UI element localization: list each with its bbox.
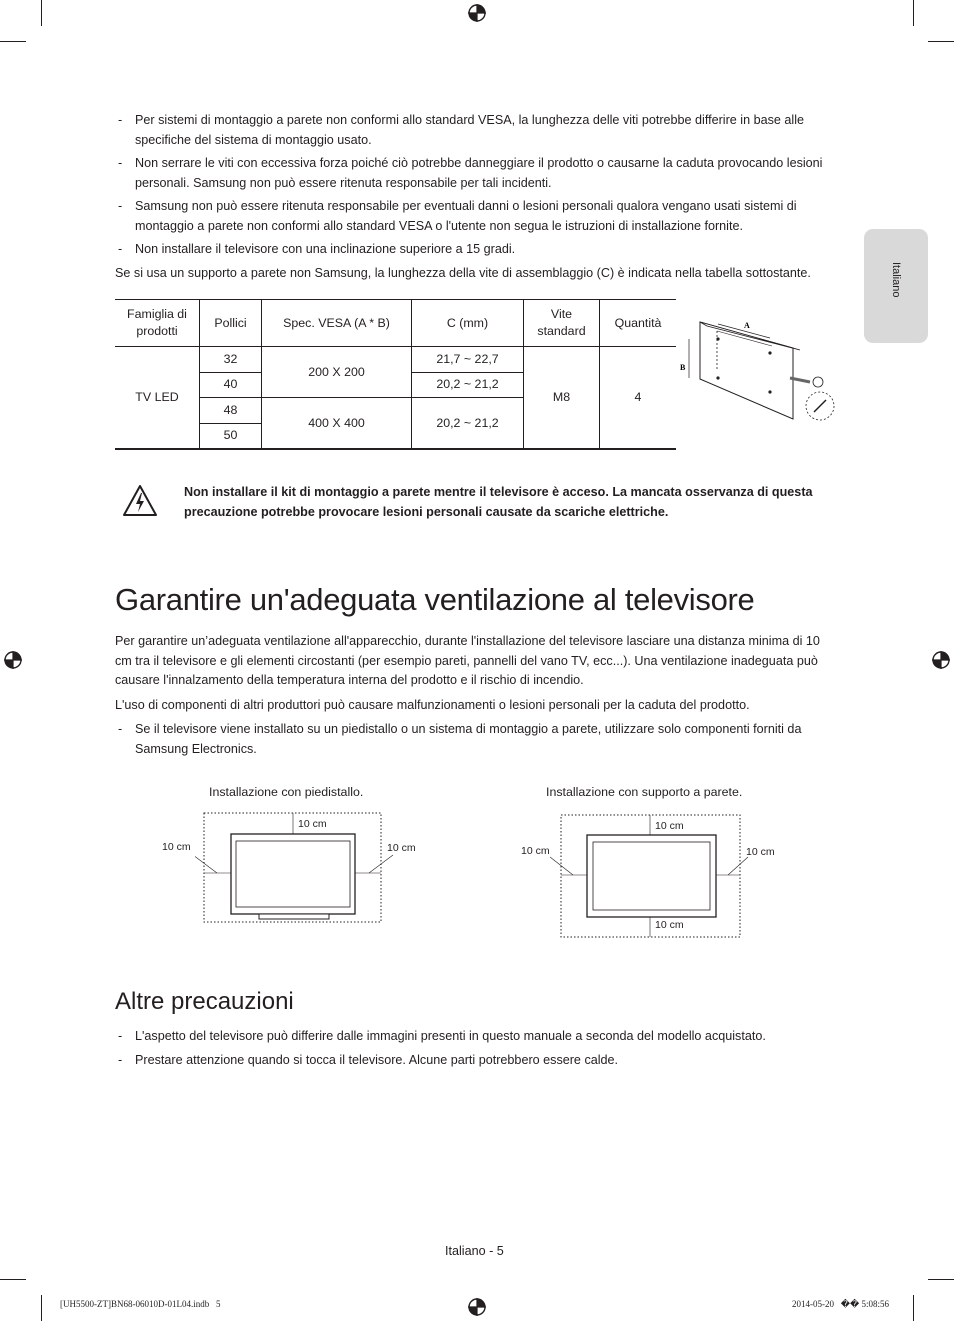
list-item: - L'aspetto del televisore può differire dalle immagini presenti in questo manuale a seconda del modello acquistato.: [118, 1029, 766, 1043]
list-item: - Per sistemi di montaggio a parete non conformi allo standard VESA, la lunghezza delle viti potrebbe differire in base alle specifiche del sistema di montaggio usato.: [118, 113, 805, 147]
table-header: Famiglia di prodotti: [115, 300, 200, 347]
dimension-a-label: A: [744, 321, 750, 330]
registration-mark-icon: [467, 1297, 487, 1317]
list-item: - Non installare il televisore con una inclinazione superiore a 15 gradi.: [118, 242, 516, 256]
language-side-tab: [864, 229, 928, 343]
table-cell: 200 X 200: [262, 347, 412, 398]
wall-mount-diagram: [680, 316, 840, 428]
list-item: - Prestare attenzione quando si tocca il televisore. Alcune parti potrebbero essere calde.: [118, 1053, 619, 1067]
list-item: - Samsung non può essere ritenuta responsabile per eventuali danni o lesioni personali qualora vengano usati sistemi di montaggio a parete non conformi allo standard VESA o l'utente non segua le istruzioni di installazione fornite.: [118, 199, 797, 233]
ventilation-paragraph: Per garantire un’adeguata ventilazione all'apparecchio, durante l'installazione del televisore lasciare una distanza minima di 10 cm tra il televisore e gli elementi circostanti (per esempio pareti, pannelli del vano TV, ecc...). Una ventilazione inadeguata può causare l'innalzamento della temperatura interna del prodotto e il rischio di incendio.: [115, 634, 820, 687]
distance-label: 10 cm: [521, 845, 550, 857]
table-header: C (mm): [412, 300, 524, 347]
table-intro-text: Se si usa un supporto a parete non Samsung, la lunghezza della vite di assemblaggio (C) è indicata nella tabella sottostante.: [115, 266, 811, 280]
table-header: Spec. VESA (A * B): [262, 300, 412, 347]
crop-mark: [0, 1279, 26, 1280]
table-header: Vite standard: [524, 300, 600, 347]
distance-label: 10 cm: [162, 841, 191, 853]
table-cell: 40: [200, 372, 262, 398]
table-cell: 50: [200, 423, 262, 449]
footer-file-info: [UH5500-ZT]BN68-06010D-01L04.indb 5: [60, 1299, 221, 1309]
wall-install-diagram: [540, 812, 750, 940]
table-cell: 20,2 ~ 21,2: [412, 398, 524, 450]
list-item: - Se il televisore viene installato su un piedistallo o un sistema di montaggio a parete, utilizzare solo componenti forniti da Samsung Electronics.: [118, 722, 802, 756]
crop-mark: [41, 0, 42, 26]
stand-install-caption: Installazione con piedistallo.: [209, 785, 364, 799]
distance-label: 10 cm: [298, 818, 327, 830]
table-cell: 4: [600, 347, 677, 450]
table-cell: 21,7 ~ 22,7: [412, 347, 524, 373]
electric-warning-icon: [122, 484, 158, 518]
table-cell: 20,2 ~ 21,2: [412, 372, 524, 398]
subsection-title: Altre precauzioni: [115, 988, 294, 1015]
distance-label: 10 cm: [746, 846, 775, 858]
table-header: Pollici: [200, 300, 262, 347]
table-cell: TV LED: [115, 347, 200, 450]
dimension-b-label: B: [680, 363, 686, 372]
table-cell: 48: [200, 398, 262, 424]
side-tab-label: Italiano: [890, 262, 902, 298]
section-title: Garantire un'adeguata ventilazione al televisore: [115, 582, 755, 617]
registration-mark-icon: [467, 3, 487, 23]
registration-mark-icon: [931, 650, 951, 670]
crop-mark: [928, 41, 954, 42]
table-cell: 400 X 400: [262, 398, 412, 450]
distance-label: 10 cm: [387, 842, 416, 854]
table-cell: M8: [524, 347, 600, 450]
table-header: Quantità: [600, 300, 677, 347]
distance-label: 10 cm: [655, 919, 684, 931]
registration-mark-icon: [3, 650, 23, 670]
components-paragraph: L'uso di componenti di altri produttori può causare malfunzionamenti o lesioni personali per la caduta del prodotto.: [115, 698, 750, 712]
footer-timestamp: 2014-05-20 �� 5:08:56: [792, 1299, 889, 1309]
crop-mark: [41, 1295, 42, 1321]
crop-mark: [913, 0, 914, 26]
screw-spec-table: [115, 299, 676, 450]
page-number: Italiano - 5: [445, 1244, 504, 1258]
stand-install-diagram: [195, 810, 395, 925]
distance-label: 10 cm: [655, 820, 684, 832]
list-item: - Non serrare le viti con eccessiva forza poiché ciò potrebbe danneggiare il prodotto o causarne la caduta provocando lesioni personali. Samsung non può essere ritenuta responsabile per tali incidenti.: [118, 156, 823, 190]
crop-mark: [913, 1295, 914, 1321]
table-cell: 32: [200, 347, 262, 373]
crop-mark: [0, 41, 26, 42]
wall-install-caption: Installazione con supporto a parete.: [546, 785, 743, 799]
crop-mark: [928, 1279, 954, 1280]
warning-text: Non installare il kit di montaggio a parete mentre il televisore è acceso. La mancata osservanza di questa precauzione potrebbe provocare lesioni personali causate da scariche elettriche.: [184, 485, 813, 519]
